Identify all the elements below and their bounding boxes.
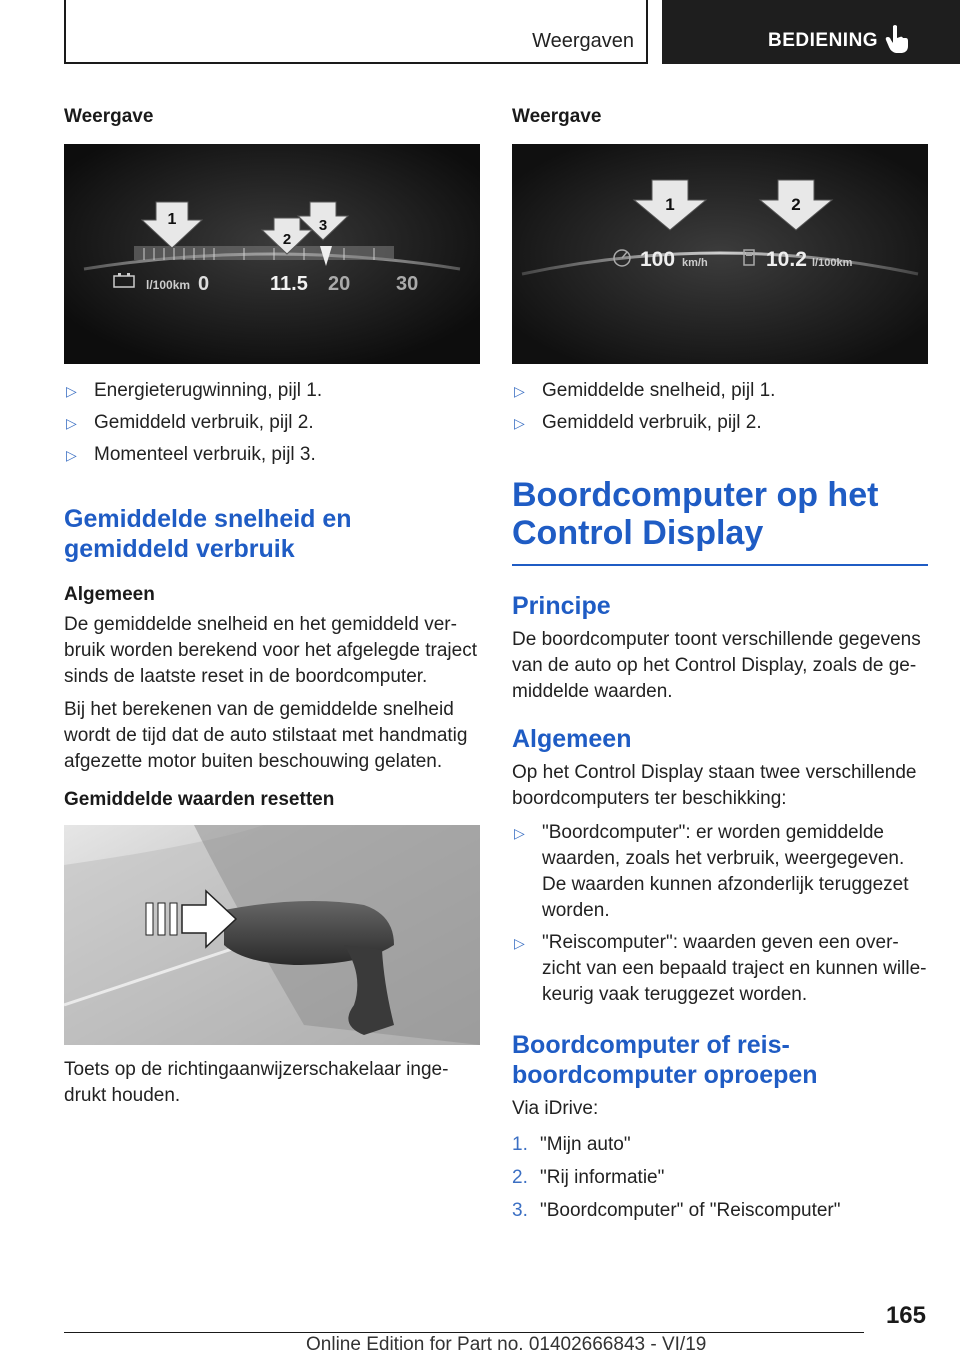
subheading-general: Algemeen bbox=[64, 584, 155, 605]
triangle-bullet-icon: ▷ bbox=[66, 383, 77, 399]
footer-divider bbox=[64, 1332, 864, 1333]
triangle-bullet-icon: ▷ bbox=[66, 447, 77, 463]
list-item: 2. "Rij informatie" bbox=[512, 1167, 665, 1188]
computer-types-list bbox=[512, 820, 928, 1008]
paragraph: Op het Control Display staan twee verschillende boordcomputers ter beschikking: bbox=[512, 762, 917, 809]
svg-text:20: 20 bbox=[328, 273, 351, 295]
paragraph: Via iDrive: bbox=[512, 1098, 599, 1119]
svg-text:l/100km: l/100km bbox=[812, 257, 853, 269]
footer-edition: Online Edition for Part no. 01402666843 - VI/19 bbox=[306, 1334, 707, 1355]
heading-principe: Principe bbox=[512, 592, 611, 620]
svg-text:30: 30 bbox=[396, 273, 419, 295]
header-section-box bbox=[64, 0, 648, 64]
right-column bbox=[512, 100, 928, 1231]
list-item: ▷ "Reiscomputer": waarden geven een overzicht van een bepaald traject en kunnen willekeurig vaak teruggezet worden. bbox=[514, 932, 927, 1005]
list-item: ▷ Gemiddeld verbruik, pijl 2. bbox=[512, 410, 928, 436]
list-item: ▷ Gemiddelde snelheid, pijl 1. bbox=[512, 378, 928, 404]
svg-text:1: 1 bbox=[167, 211, 177, 228]
speed-consumption-display-image bbox=[512, 144, 928, 364]
steps-list bbox=[512, 1132, 928, 1224]
list-item: ▷ "Boordcomputer": er worden gemiddelde waarden, zoals het verbruik, weergegeven. De waarden kunnen afzonderlijk teruggezet worden. bbox=[514, 822, 909, 921]
triangle-bullet-icon: ▷ bbox=[66, 415, 77, 431]
list-item: ▷ Gemiddeld verbruik, pijl 2. bbox=[64, 410, 480, 436]
heading-oproepen: Boordcomputer of reisboordcomputer oproepen bbox=[512, 1031, 818, 1089]
left-column bbox=[64, 100, 480, 1116]
consumption-display-image bbox=[64, 144, 480, 364]
pointing-hand-icon bbox=[884, 24, 910, 59]
header-chapter-tab bbox=[662, 0, 960, 64]
turn-signal-lever-image bbox=[64, 825, 480, 1045]
header-section-title: Weergaven bbox=[532, 30, 634, 52]
paragraph: Bij het berekenen van de gemiddelde snelheid wordt de tijd dat de auto stilstaat met handmatig afgezette motor buiten beschouwing gelaten. bbox=[64, 699, 468, 772]
list-item: ▷ Momenteel verbruik, pijl 3. bbox=[64, 442, 480, 468]
svg-text:3: 3 bbox=[318, 217, 328, 234]
list-item: 1. "Mijn auto" bbox=[512, 1134, 631, 1155]
main-heading: Boordcomputer op het Control Display bbox=[512, 476, 928, 566]
page-number: 165 bbox=[885, 1302, 926, 1329]
triangle-bullet-icon: ▷ bbox=[514, 415, 525, 431]
feature-list-left bbox=[64, 378, 480, 468]
svg-text:1: 1 bbox=[665, 195, 675, 214]
svg-text:100: 100 bbox=[640, 248, 676, 271]
figure-title-left: Weergave bbox=[64, 106, 154, 127]
image-caption: Toets op de richtingaanwijzerschakelaar ingedrukt houden. bbox=[64, 1059, 449, 1106]
triangle-bullet-icon: ▷ bbox=[514, 825, 525, 841]
list-item: ▷ Energieterugwinning, pijl 1. bbox=[64, 378, 480, 404]
svg-text:2: 2 bbox=[791, 195, 801, 214]
section-heading-average: Gemiddelde snelheid en gemiddeld verbruik bbox=[64, 505, 352, 563]
svg-text:10.2: 10.2 bbox=[766, 248, 807, 271]
figure-title-right: Weergave bbox=[512, 106, 602, 127]
list-item: 3. "Boordcomputer" of "Reiscomputer" bbox=[512, 1200, 841, 1221]
paragraph: De gemiddelde snelheid en het gemiddeld verbruik worden berekend voor het afgelegde traject sinds de laatste reset in de boordcomputer. bbox=[64, 614, 477, 687]
svg-text:l/100km: l/100km bbox=[146, 278, 191, 292]
triangle-bullet-icon: ▷ bbox=[514, 935, 525, 951]
heading-algemeen: Algemeen bbox=[512, 725, 632, 753]
header-chapter-label: BEDIENING bbox=[768, 30, 879, 51]
subheading-reset: Gemiddelde waarden resetten bbox=[64, 789, 335, 810]
feature-list-right bbox=[512, 378, 928, 436]
paragraph: De boordcomputer toont verschillende gegevens van de auto op het Control Display, zoals de gemiddelde waarden. bbox=[512, 629, 921, 702]
svg-text:2: 2 bbox=[282, 231, 292, 248]
svg-text:11.5: 11.5 bbox=[270, 273, 308, 295]
svg-text:km/h: km/h bbox=[682, 257, 708, 269]
svg-text:0: 0 bbox=[198, 273, 210, 295]
triangle-bullet-icon: ▷ bbox=[514, 383, 525, 399]
